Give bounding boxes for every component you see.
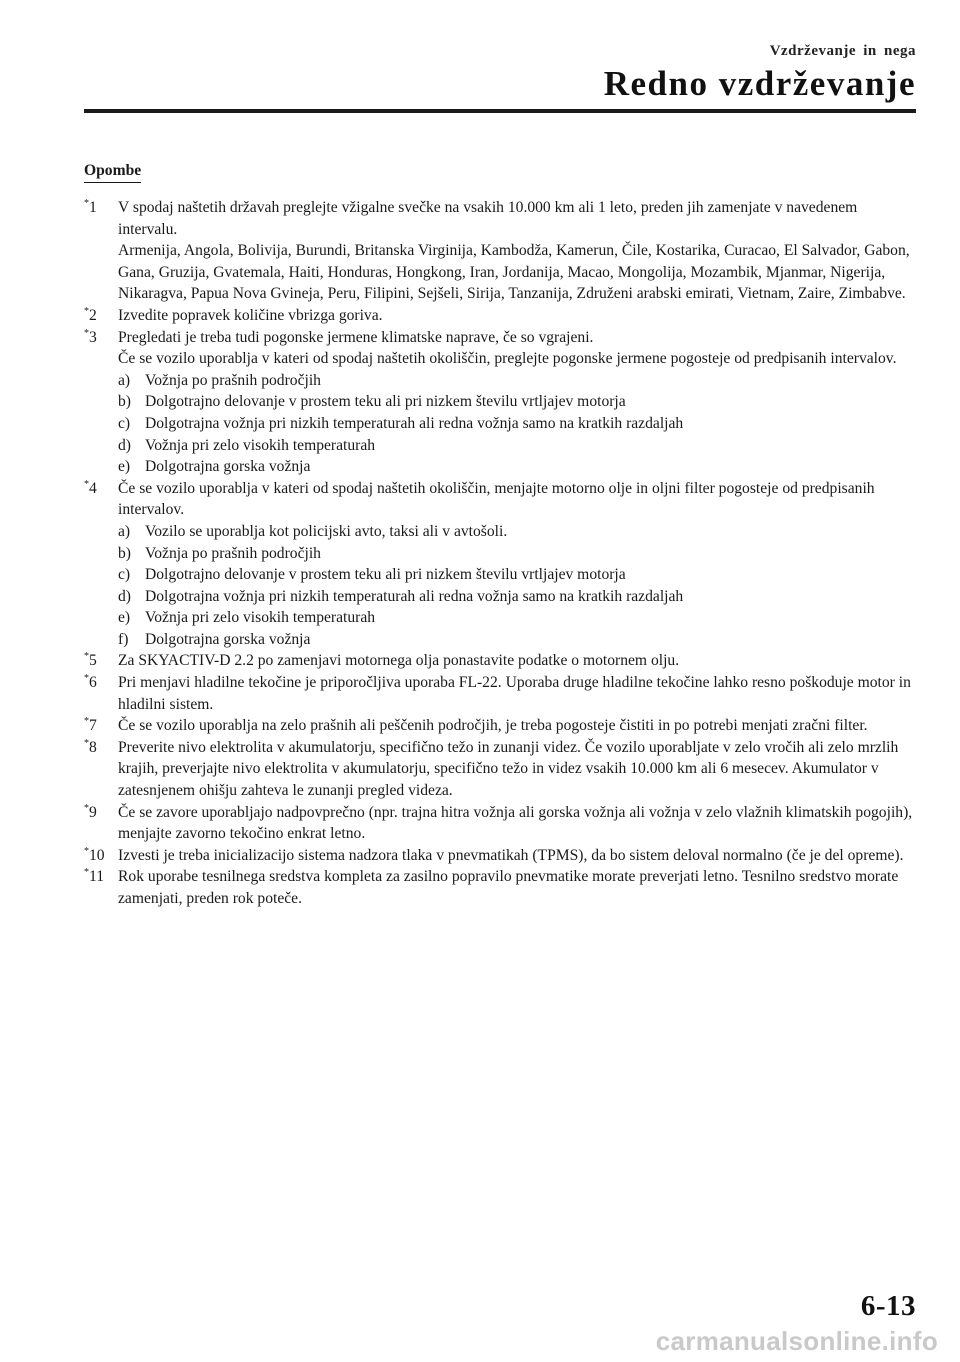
note-marker	[84, 672, 97, 694]
note-number: 9	[89, 803, 97, 821]
sub-item-text: Dolgotrajno delovanje v prostem teku ali pri nizkem številu vrtljajev motorja	[145, 393, 626, 411]
note-asterisk: *	[84, 305, 89, 317]
note-marker	[84, 197, 97, 219]
note-text: Če se zavore uporabljajo nadpovprečno (npr. trajna hitra vožnja ali gorska vožnja ali vožnja v zelo vlažnih klimatskih pogojih), menjajte zavorno tekočino enkrat letno.	[118, 803, 913, 843]
note-item	[84, 197, 916, 305]
note-sub-item	[118, 456, 916, 478]
note-asterisk: *	[84, 651, 89, 663]
note-number: 2	[89, 306, 97, 324]
note-item	[84, 672, 916, 715]
notes-heading: Opombe	[84, 161, 141, 183]
sub-item-text: Vozilo se uporablja kot policijski avto, taksi ali v avtošoli.	[145, 522, 508, 540]
sub-item-letter: d)	[118, 587, 131, 605]
note-item	[84, 737, 916, 802]
note-text: Izvedite popravek količine vbrizga goriva.	[118, 306, 383, 324]
note-number: 1	[89, 199, 97, 216]
sub-item-text: Dolgotrajno delovanje v prostem teku ali pri nizkem številu vrtljajev motorja	[145, 566, 626, 584]
note-sub-item	[118, 521, 916, 543]
sub-item-letter: b)	[118, 544, 131, 562]
section-label: Vzdrževanje in nega	[769, 43, 916, 59]
note-number: 7	[89, 717, 97, 735]
note-sub-item	[118, 586, 916, 608]
note-marker	[84, 845, 105, 867]
sub-item-text: Dolgotrajna vožnja pri nizkih temperaturah ali redna vožnja samo na kratkih razdaljah	[145, 587, 684, 605]
note-extra-text: Armenija, Angola, Bolivija, Burundi, Britanska Virginija, Kambodža, Kamerun, Čile, Kostarika, Curacao, El Salvador, Gabon, Gana, Gruzija, Gvatemala, Haiti, Honduras, Hongkong, Iran, Jordanija, Macao, Mongolija, Mozambik, Mjanmar, Nigerija, Nikaragva, Papua Nova Gvineja, Peru, Filipini, Sejšeli, Sirija, Tanzanija, Združeni arabski emirati, Vietnam, Zaire, Zimbabve.	[118, 242, 910, 303]
note-asterisk: *	[84, 802, 89, 814]
note-item	[84, 478, 916, 651]
note-sub-item	[118, 391, 916, 413]
note-number: 11	[89, 868, 105, 886]
sub-item-letter: b)	[118, 393, 131, 411]
sub-item-text: Vožnja po prašnih področjih	[145, 371, 321, 389]
note-asterisk: *	[84, 478, 89, 490]
note-sub-item	[118, 370, 916, 392]
sub-item-text: Dolgotrajna gorska vožnja	[145, 458, 311, 476]
note-text: V spodaj naštetih državah preglejte vžigalne svečke na vsakih 10.000 km ali 1 leto, preden jih zamenjate v navedenem intervalu.	[118, 199, 858, 238]
header-divider	[84, 109, 916, 113]
note-marker	[84, 715, 97, 737]
note-marker	[84, 305, 97, 327]
note-text: Preverite nivo elektrolita v akumulatorju, specifično težo in zunanji videz. Če vozilo uporabljate v zelo vročih ali zelo mrzlih krajih, preverjajte nivo elektrolita v akumulatorju, specifično težo in videz vsakih 10.000 km ali 6 mesecev. Akumulator v zatesnjenem ohišju zahteva le zunanji pregled videza.	[118, 738, 899, 800]
note-marker	[84, 327, 97, 349]
sub-item-letter: e)	[118, 458, 131, 476]
notes-section	[84, 160, 916, 910]
note-item	[84, 866, 916, 909]
note-number: 8	[89, 738, 97, 756]
note-item	[84, 305, 916, 327]
page-header	[84, 42, 916, 104]
note-text: Pri menjavi hladilne tekočine je priporočljiva uporaba FL-22. Uporaba druge hladilne tekočine lahko resno poškoduje motor in hladilni sistem.	[118, 674, 911, 713]
note-item	[84, 327, 916, 478]
note-marker	[84, 650, 97, 672]
sub-item-text: Vožnja po prašnih področjih	[145, 544, 321, 562]
note-number: 4	[89, 479, 97, 497]
note-text: Pregledati je treba tudi pogonske jermene klimatske naprave, če so vgrajeni.	[118, 328, 594, 346]
note-asterisk: *	[84, 673, 89, 685]
note-asterisk: *	[84, 867, 89, 879]
note-number: 3	[89, 328, 97, 346]
sub-item-text: Dolgotrajna gorska vožnja	[145, 630, 311, 648]
note-text: Za SKYACTIV-D 2.2 po zamenjavi motornega olja ponastavite podatke o motornem olju.	[118, 652, 680, 670]
sub-item-letter: f)	[118, 630, 129, 648]
note-sub-item	[118, 629, 916, 651]
note-extra-text: Če se vozilo uporablja v kateri od spodaj naštetih okoliščin, preglejte pogonske jermene pogosteje od predpisanih intervalov.	[118, 350, 897, 368]
note-asterisk: *	[84, 327, 89, 339]
note-text: Če se vozilo uporablja v kateri od spodaj naštetih okoliščin, menjajte motorno olje in oljni filter pogosteje od predpisanih intervalov.	[118, 479, 875, 519]
note-number: 6	[89, 674, 97, 692]
note-item	[84, 650, 916, 672]
sub-item-letter: a)	[118, 522, 131, 540]
notes-list	[84, 197, 916, 910]
watermark: carmanualsonline.info	[655, 1326, 938, 1356]
note-item	[84, 715, 916, 737]
sub-item-letter: d)	[118, 436, 131, 454]
note-marker	[84, 737, 97, 759]
note-asterisk: *	[84, 198, 89, 209]
note-sub-item	[118, 564, 916, 586]
note-text: Rok uporabe tesnilnega sredstva kompleta za zasilno popravilo pnevmatike morate preverjati letno. Tesnilno sredstvo morate zamenjati, preden rok poteče.	[118, 868, 899, 907]
sub-item-letter: c)	[118, 566, 131, 584]
sub-item-text: Dolgotrajna vožnja pri nizkih temperaturah ali redna vožnja samo na kratkih razdaljah	[145, 414, 684, 432]
sub-item-text: Vožnja pri zelo visokih temperaturah	[145, 436, 376, 454]
note-sub-item	[118, 607, 916, 629]
sub-item-letter: a)	[118, 371, 131, 389]
sub-item-text: Vožnja pri zelo visokih temperaturah	[145, 609, 376, 627]
note-asterisk: *	[84, 737, 89, 749]
note-number: 10	[89, 846, 105, 864]
page-title: Redno vzdrževanje	[603, 64, 916, 103]
note-marker	[84, 866, 104, 888]
sub-item-letter: e)	[118, 609, 131, 627]
note-sub-item	[118, 435, 916, 457]
note-marker	[84, 802, 97, 824]
note-text: Izvesti je treba inicializacijo sistema nadzora tlaka v pnevmatikah (TPMS), da bo sistem deloval normalno (če je del opreme).	[118, 846, 904, 864]
note-asterisk: *	[84, 716, 89, 728]
note-sub-item	[118, 413, 916, 435]
note-asterisk: *	[84, 845, 89, 857]
page-number: 6-13	[860, 1290, 916, 1322]
note-text: Če se vozilo uporablja na zelo prašnih ali peščenih področjih, je treba pogosteje čistiti in po potrebi menjati zračni filter.	[118, 717, 868, 735]
note-item	[84, 845, 916, 867]
note-marker	[84, 478, 97, 500]
note-number: 5	[89, 652, 97, 670]
note-item	[84, 802, 916, 845]
sub-item-letter: c)	[118, 414, 131, 432]
note-sub-item	[118, 543, 916, 565]
